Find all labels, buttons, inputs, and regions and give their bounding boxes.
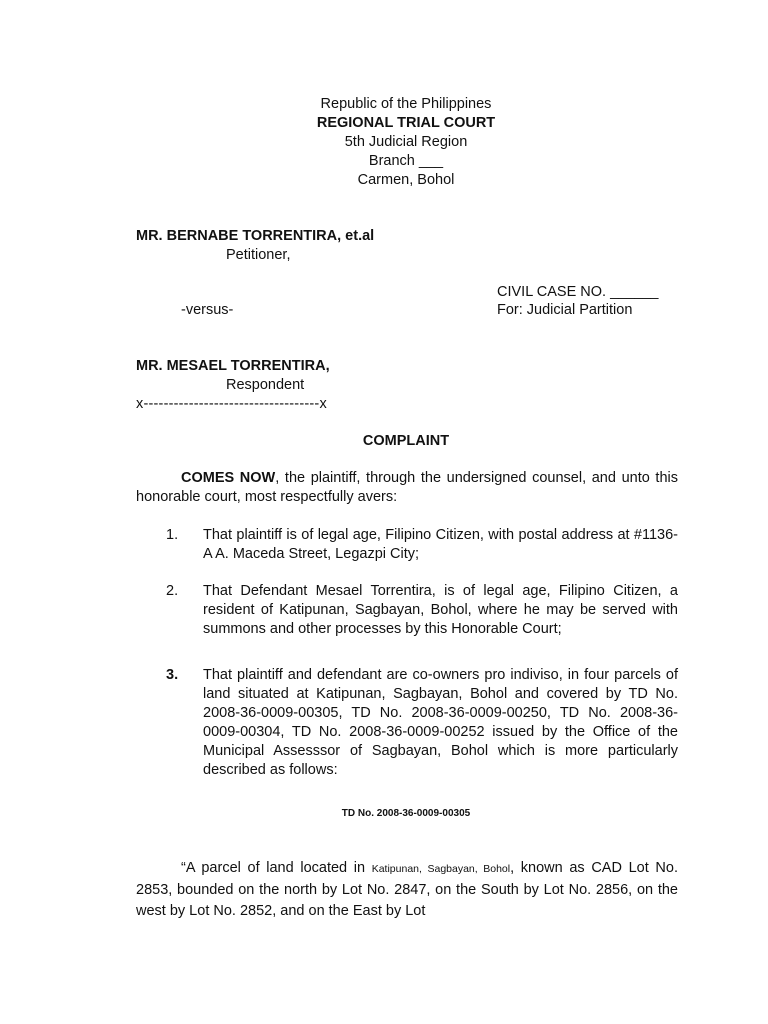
property-description [136, 858, 678, 922]
allegation-number: 1. [166, 527, 179, 543]
respondent-label: Respondent [226, 377, 305, 393]
header-location: Carmen, Bohol [357, 172, 455, 188]
caption-divider: x-----------------------------------x [136, 396, 327, 412]
allegation-2 [166, 582, 678, 639]
intro-lead: COMES NOW [181, 470, 276, 486]
case-nature: For: Judicial Partition [497, 302, 633, 318]
header-republic: Republic of the Philippines [320, 96, 492, 112]
intro-paragraph [136, 469, 678, 507]
allegation-3 [166, 666, 678, 780]
header-court: REGIONAL TRIAL COURT [316, 115, 496, 131]
petitioner-name: MR. BERNABE TORRENTIRA, et.al [136, 228, 375, 244]
quote-text: “A parcel of land located in [181, 860, 372, 876]
allegation-number: 3. [166, 667, 179, 683]
allegation-text: That Defendant Mesael Torrentira, is of legal age, Filipino Citizen, a resident of Katipunan, Sagbayan, Bohol, where he may be served with summons and other processes by this Honorable Court; [203, 583, 678, 637]
petitioner-label: Petitioner, [226, 247, 291, 263]
respondent-name: MR. MESAEL TORRENTIRA, [136, 358, 330, 374]
civil-case-number: CIVIL CASE NO. ______ [497, 284, 659, 300]
header-region: 5th Judicial Region [344, 134, 468, 150]
document-title: COMPLAINT [362, 433, 450, 449]
td-heading: TD No. 2008-36-0009-00305 [341, 808, 471, 819]
intro-text: , the plaintiff, through the undersigned counsel, and unto this honorable court, most respectfully avers: [136, 470, 678, 505]
allegation-text: That plaintiff and defendant are co-owners pro indiviso, in four parcels of land situated at Katipunan, Sagbayan, Bohol and covered by TD No. 2008-36-0009-00305, TD No. 2008-36-0009-00250, TD No. 2008-36-0009-00304, TD No. 2008-36-0009-00252 issued by the Office of the Municipal Assesssor of Sagbayan, Bohol which is more particularly described as follows: [203, 667, 678, 778]
allegation-number: 2. [166, 583, 179, 599]
quote-text-continued: , known as CAD Lot No. 2853, bounded on the north by Lot No. 2847, on the South by Lot No. 2856, on the west by Lot No. 2852, and on the East by Lot [136, 860, 678, 919]
versus-label: -versus- [181, 302, 234, 318]
allegation-text: That plaintiff is of legal age, Filipino Citizen, with postal address at #1136-A A. Maceda Street, Legazpi City; [203, 527, 678, 562]
header-branch: Branch ___ [368, 153, 444, 169]
allegation-1 [166, 526, 678, 564]
quote-place: Katipunan, Sagbayan, Bohol [371, 863, 511, 875]
